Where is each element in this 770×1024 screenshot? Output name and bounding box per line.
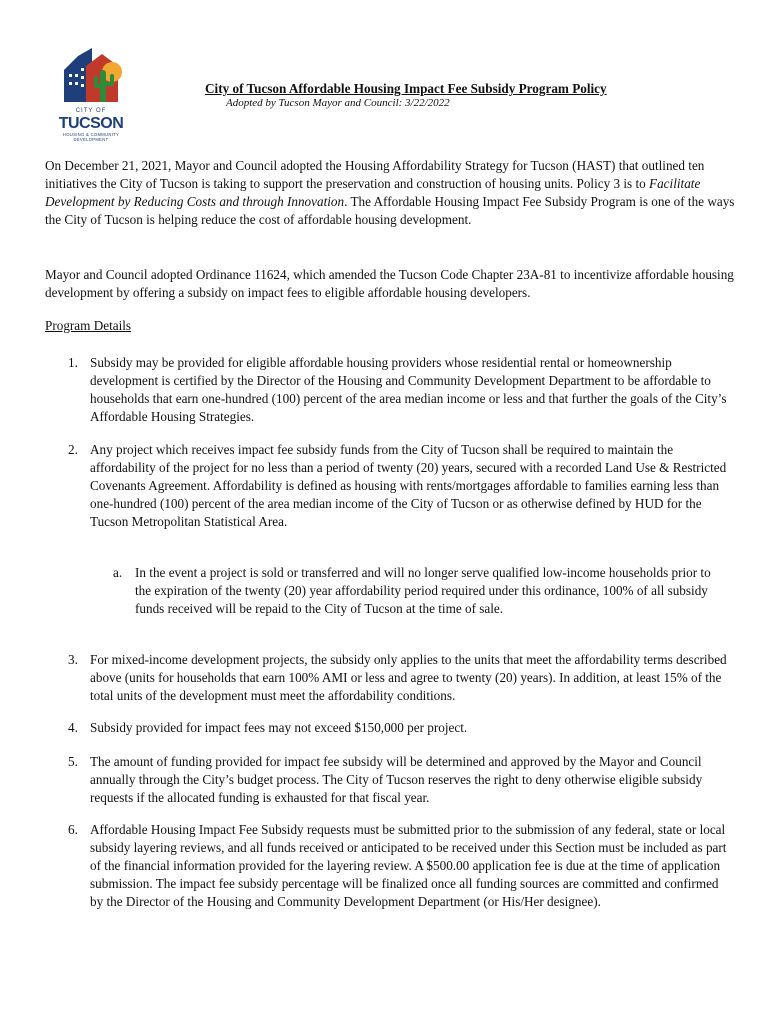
list-number: 5. [68,754,78,769]
list-text: Subsidy may be provided for eligible affordable housing providers whose residential rental or homeownership development is certified by the Director of the Housing and Community Development Department to be affordable to households that earn one-hundred (100) percent of the area median income or less and that further the goals of the City’s Affordable Housing Strategies. [90,355,727,424]
document-title: City of Tucson Affordable Housing Impact Fee Subsidy Program Policy [205,81,607,96]
list-item [68,651,733,705]
list-text: Affordable Housing Impact Fee Subsidy requests must be submitted prior to the submission of any federal, state or local subsidy layering reviews, and all funds received or anticipated to be received under this Section must be included as part of the financial information provided for the layering review. A $500.00 application fee is due at the time of application submission. The impact fee subsidy percentage will be finalized once all funding sources are committed and confirmed by the Director of the Housing and Community Development Department (or His/Her designee). [90,822,727,909]
policy-3-emphasis: Facilitate Development by Reducing Costs and through Innovation [45,176,701,209]
list-item [68,354,733,426]
intro-paragraph-1 [45,157,735,229]
intro-paragraph-2: Mayor and Council adopted Ordinance 11624, which amended the Tucson Code Chapter 23A-81 to incentivize affordable housing development by offering a subsidy on impact fees to eligible affordable housing developers. [45,267,734,300]
list-text: The amount of funding provided for impact fee subsidy will be determined and approved by the Mayor and Council annually through the City’s budget process. The City of Tucson reserves the right to deny otherwise eligible subsidy requests if the allocated funding is exhausted for that fiscal year. [90,754,703,805]
sub-list-item [113,564,723,618]
logo-city-text: CITY OF [75,108,107,114]
logo-department-text: HOUSING & COMMUNITY DEVELOPMENT [62,132,120,142]
list-item [68,441,733,531]
list-item [68,821,733,911]
logo-tucson-text: TUCSON [58,115,124,132]
list-item [68,753,733,807]
intro-p1-text: On December 21, 2021, Mayor and Council adopted the Housing Affordability Strategy for Tucson (HAST) that outlined ten initiatives the City of Tucson is taking to support the preservation and construction of housing units. Policy 3 is to [45,158,705,191]
sub-list-letter: a. [113,565,123,580]
list-item [68,719,733,737]
list-number: 2. [68,442,78,457]
list-text: Subsidy provided for impact fees may not exceed $150,000 per project. [90,720,468,735]
logo-emblem-icon [56,44,126,108]
list-number: 1. [68,355,78,370]
list-text: For mixed-income development projects, the subsidy only applies to the units that meet the affordability terms described above (units for households that earn 100% AMI or less and agree to twenty (20) years). In addition, at least 15% of the total units of the development must meet the affordability conditions. [90,652,727,703]
intro-p1-text-end: . The Affordable Housing Impact Fee Subsidy Program is one of the ways the City of Tucson is helping reduce the cost of affordable housing development. [45,194,735,227]
sub-list-text: In the event a project is sold or transferred and will no longer serve qualified low-income households prior to the expiration of the twenty (20) year affordability period required under this ordinance, 100% of all subsidy funds received will be repaid to the City of Tucson at the time of sale. [135,565,711,616]
section-heading: Program Details [45,318,132,333]
list-text: Any project which receives impact fee subsidy funds from the City of Tucson shall be required to maintain the affordability of the project for no less than a period of twenty (20) years, secured with a recorded Land Use & Restricted Covenants Agreement. Affordability is defined as housing with rents/mortgages affordable to families earning less than one-hundred (100) percent of the area median income of the City of Tucson or as otherwise defined by HUD for the Tucson Metropolitan Statistical Area. [90,442,727,529]
adoption-date: Adopted by Tucson Mayor and Council: 3/22/2022 [226,97,450,109]
city-logo [56,44,126,144]
list-number: 6. [68,822,78,837]
list-number: 4. [68,720,78,735]
list-number: 3. [68,652,78,667]
